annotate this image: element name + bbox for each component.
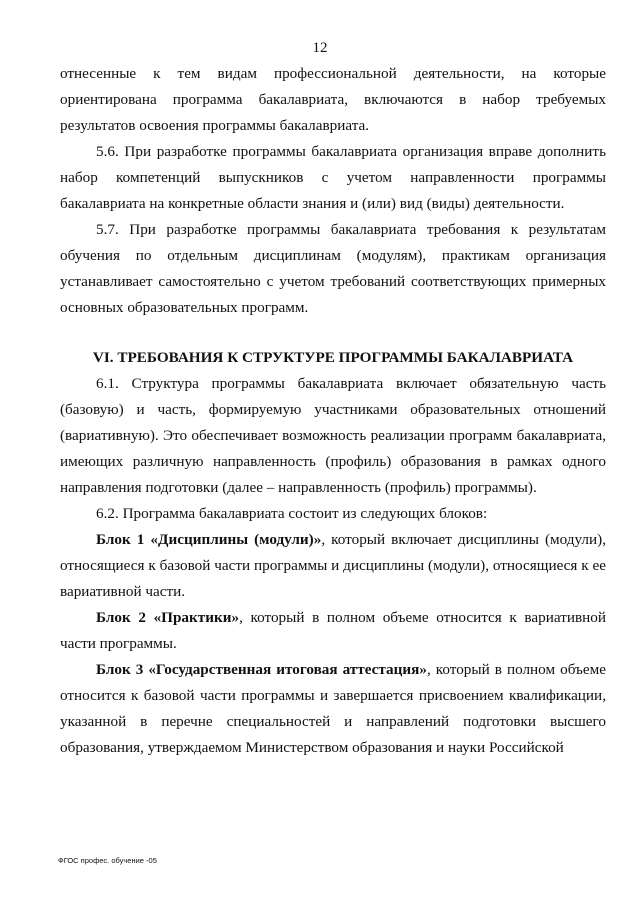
paragraph-continued: отнесенные к тем видам профессиональной деятельности, на которые ориентирована программа бакалавриата, включаются в набор требуемых результатов освоения программы бакалавриата.: [60, 65, 606, 134]
paragraph-5-6: 5.6. При разработке программы бакалавриата организация вправе дополнить набор компетенций выпускников с учетом направленности программы бакалавриата на конкретные области знания и (или) вид (виды) деятельности.: [60, 143, 606, 212]
block-2-text: , который в полном объеме относится к вариативной части программы.: [60, 609, 606, 652]
block-3-paragraph: [60, 657, 606, 761]
block-1-text: , который включает дисциплины (модули), относящиеся к базовой части программы и дисциплины (модули), относящиеся к ее вариативной части.: [60, 531, 606, 600]
block-1-paragraph: [60, 527, 606, 605]
paragraph-6-2: 6.2. Программа бакалавриата состоит из следующих блоков:: [96, 505, 488, 522]
footer-note: ФГОС профес. обучение -05: [58, 856, 157, 865]
paragraph-6-1: 6.1. Структура программы бакалавриата включает обязательную часть (базовую) и часть, формируемую участниками образовательных отношений (вариативную). Это обеспечивает возможность реализации программ бакалавриата, имеющих различную направленность (профиль) образования в рамках одного направления подготовки (далее – направленность (профиль) программы).: [60, 375, 606, 496]
paragraph-5-7: 5.7. При разработке программы бакалавриата требования к результатам обучения по отдельным дисциплинам (модулям), практикам организация устанавливает самостоятельно с учетом требований соответствующих примерных основных образовательных программ.: [60, 221, 606, 316]
page-number: 12: [312, 40, 328, 56]
block-3-title: Блок 3 «Государственная итоговая аттестация»: [96, 661, 427, 678]
block-3-text: , который в полном объеме относится к базовой части программы и завершается присвоением квалификации, указанной в перечне специальностей и направлений подготовки высшего образования, утверждаемом Министерством образования и науки Российской: [60, 661, 606, 756]
document-body: [60, 61, 606, 761]
block-1-title: Блок 1 «Дисциплины (модули)»: [96, 531, 322, 548]
block-2-paragraph: [60, 605, 606, 657]
block-2-title: Блок 2 «Практики»: [96, 609, 240, 626]
section-heading: VI. ТРЕБОВАНИЯ К СТРУКТУРЕ ПРОГРАММЫ БАКАЛАВРИАТА: [92, 349, 574, 366]
